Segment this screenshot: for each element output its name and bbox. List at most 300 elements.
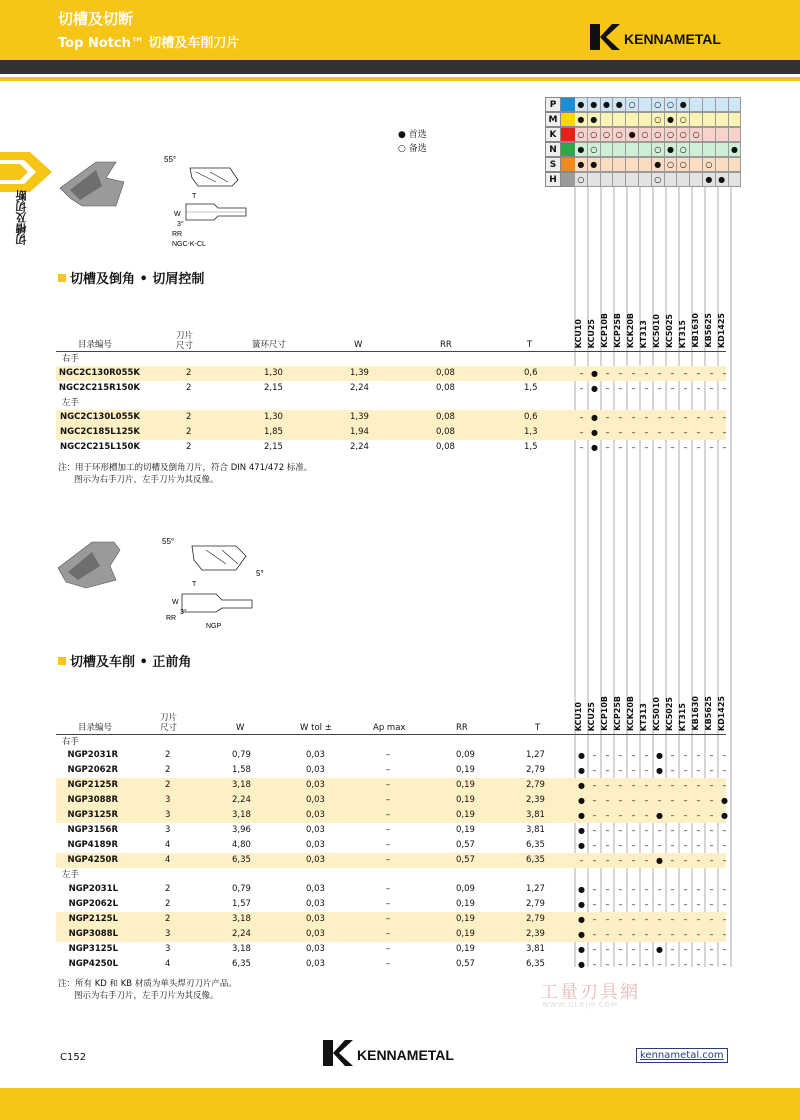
cell-rr: 0,08 <box>436 383 455 393</box>
grade-mark: – <box>618 766 623 775</box>
material-row-M <box>545 112 741 127</box>
cell-size: 2 <box>186 427 192 437</box>
material-grade-cell: ● <box>613 97 626 112</box>
cell-wtol: 0,03 <box>306 825 325 835</box>
grade-mark: – <box>592 841 597 850</box>
kennametal-logo-footer <box>323 1040 463 1070</box>
grade-name: KT315 <box>678 319 687 348</box>
grade-mark: – <box>618 826 623 835</box>
grade-mark: – <box>631 885 636 894</box>
grade-header-cell <box>677 661 690 731</box>
grade-mark: – <box>722 960 727 969</box>
grade-mark: – <box>605 915 610 924</box>
grade-mark: – <box>644 369 649 378</box>
grade-mark: – <box>605 960 610 969</box>
cell-t: 2,39 <box>526 929 545 939</box>
grade-mark: – <box>670 930 675 939</box>
cell-wtol: 0,03 <box>306 765 325 775</box>
grade-mark: – <box>605 945 610 954</box>
grade-mark: – <box>605 796 610 805</box>
cell-w: 6,35 <box>232 959 251 969</box>
cell-w: 1,94 <box>350 427 369 437</box>
grade-mark: – <box>709 930 714 939</box>
cell-size: 3 <box>165 929 171 939</box>
cell-ap: – <box>386 840 391 850</box>
material-row-S <box>545 157 741 172</box>
s2-group-left: 左手 <box>62 870 80 880</box>
grade-availability <box>575 425 731 440</box>
grade-mark: – <box>722 781 727 790</box>
cell-wtol: 0,03 <box>306 959 325 969</box>
grade-mark: – <box>683 826 688 835</box>
grade-mark: ● <box>656 945 663 954</box>
footer-band <box>0 1088 800 1120</box>
website-link[interactable]: kennametal.com <box>636 1048 728 1063</box>
s2-hdr-code: 目录编号 <box>78 723 113 733</box>
material-grade-cell <box>639 112 652 127</box>
s2-hdr-w: W <box>236 723 245 733</box>
cell-rr: 0,19 <box>456 795 475 805</box>
grade-mark: – <box>657 826 662 835</box>
grade-availability <box>575 942 731 957</box>
cell-w: 2,24 <box>350 442 369 452</box>
grade-mark: – <box>631 945 636 954</box>
material-grade-cell: ○ <box>652 127 665 142</box>
insert-drawing-ngp <box>56 530 266 630</box>
grade-mark: – <box>618 811 623 820</box>
grade-mark: – <box>605 811 610 820</box>
cell-code: NGP2125R <box>67 780 118 790</box>
grade-mark: – <box>670 915 675 924</box>
material-grade-cell: ● <box>626 127 639 142</box>
grade-mark: – <box>722 885 727 894</box>
cell-code: NGP2031R <box>67 750 118 760</box>
insert-drawing-ngc <box>56 150 256 250</box>
header-dark-stripe <box>0 60 800 74</box>
grade-mark: – <box>722 856 727 865</box>
grade-mark: – <box>722 915 727 924</box>
s2-note-1: 注：所有 KD 和 KB 材质为单头焊刃刀片产品。 <box>58 979 237 989</box>
table-row <box>56 838 726 853</box>
table-row <box>56 793 726 808</box>
grade-mark: – <box>709 369 714 378</box>
grade-mark: – <box>670 841 675 850</box>
grade-mark: – <box>683 751 688 760</box>
grade-header-cell <box>612 278 625 348</box>
cell-code: NGP3156R <box>67 825 118 835</box>
grade-mark: – <box>709 443 714 452</box>
svg-text:KENNAMETAL: KENNAMETAL <box>357 1047 454 1063</box>
grade-header-cell <box>690 278 703 348</box>
grade-mark: – <box>644 751 649 760</box>
grade-mark: – <box>670 856 675 865</box>
grade-header-cell <box>599 278 612 348</box>
grade-mark: – <box>657 443 662 452</box>
watermark-url: WWW.GLRJW.COM <box>542 1001 619 1009</box>
grade-mark: – <box>709 766 714 775</box>
grade-mark: – <box>631 428 636 437</box>
grade-mark: ● <box>591 413 598 422</box>
s2-group-right: 右手 <box>62 737 80 747</box>
cell-w: 3,18 <box>232 780 251 790</box>
grade-mark: – <box>644 885 649 894</box>
cell-rr: 0,19 <box>456 899 475 909</box>
grade-mark: – <box>683 428 688 437</box>
grade-mark: – <box>683 796 688 805</box>
drawing1-rr: RR <box>172 231 183 238</box>
grade-name: KB1630 <box>691 313 700 348</box>
cell-t: 3,81 <box>526 825 545 835</box>
cell-code: NGP2062R <box>67 765 118 775</box>
page-number: C152 <box>60 1052 87 1063</box>
grade-mark: – <box>696 781 701 790</box>
grade-availability <box>575 912 731 927</box>
material-grade-cell <box>613 142 626 157</box>
material-grade-cell: ● <box>703 172 716 187</box>
material-grade-cell: ● <box>677 97 690 112</box>
grade-name: KT315 <box>678 702 687 731</box>
table-row <box>56 440 726 455</box>
material-color-swatch <box>561 112 575 127</box>
material-grade-cell: ○ <box>703 157 716 172</box>
grade-mark: – <box>605 766 610 775</box>
material-grade-cell <box>613 112 626 127</box>
grade-mark: ● <box>591 428 598 437</box>
s1-note-1: 注：用于环形槽加工的切槽及倒角刀片，符合 DIN 471/472 标准。 <box>58 463 313 473</box>
grade-mark: – <box>605 428 610 437</box>
s2-note-2: 图示为右手刀片，左手刀片为其反像。 <box>74 991 219 1001</box>
cell-size: 2 <box>186 383 192 393</box>
grade-mark: – <box>696 885 701 894</box>
grade-mark: – <box>631 796 636 805</box>
grade-header-cell <box>716 661 729 731</box>
grade-mark: – <box>709 900 714 909</box>
grade-mark: – <box>644 930 649 939</box>
grade-mark: – <box>631 384 636 393</box>
grade-mark: – <box>631 826 636 835</box>
grade-mark: – <box>657 841 662 850</box>
grade-name: KCP10B <box>600 313 609 348</box>
grade-mark: – <box>670 960 675 969</box>
table-row <box>56 366 726 381</box>
grade-mark: – <box>696 369 701 378</box>
grade-name: KCU10 <box>574 701 583 731</box>
grade-availability <box>575 410 731 425</box>
material-grade-cell: ○ <box>652 97 665 112</box>
grade-header-cell <box>638 278 651 348</box>
grade-availability <box>575 882 731 897</box>
grade-availability <box>575 957 731 972</box>
grade-mark: – <box>579 384 584 393</box>
cell-code: NGP3088R <box>67 795 118 805</box>
cell-t: 2,79 <box>526 899 545 909</box>
grade-mark: – <box>722 945 727 954</box>
material-color-swatch <box>561 172 575 187</box>
grade-mark: – <box>683 413 688 422</box>
cell-wtol: 0,03 <box>306 840 325 850</box>
table-row <box>56 763 726 778</box>
cell-rr: 0,08 <box>436 368 455 378</box>
material-grade-cell <box>639 157 652 172</box>
material-grade-cell: ● <box>652 157 665 172</box>
grade-mark: – <box>722 369 727 378</box>
legend-alternate: ○ 备选 <box>398 144 427 154</box>
cell-ap: – <box>386 795 391 805</box>
grade-mark: ● <box>656 751 663 760</box>
cell-size: 3 <box>165 810 171 820</box>
grade-mark: ● <box>578 945 585 954</box>
grade-mark: – <box>657 369 662 378</box>
cell-rr: 0,57 <box>456 855 475 865</box>
grade-mark: – <box>670 900 675 909</box>
grade-header-cell <box>586 661 599 731</box>
cell-w: 0,79 <box>232 750 251 760</box>
grade-mark: – <box>670 811 675 820</box>
grade-mark: ● <box>656 811 663 820</box>
cell-w: 1,57 <box>232 899 251 909</box>
grade-mark: – <box>683 960 688 969</box>
grade-mark: – <box>618 900 623 909</box>
grade-mark: – <box>644 443 649 452</box>
grade-mark: – <box>644 384 649 393</box>
grade-mark: – <box>683 856 688 865</box>
grade-mark: – <box>592 796 597 805</box>
grade-availability <box>575 823 731 838</box>
cell-w: 1,58 <box>232 765 251 775</box>
s1-hdr-code: 目录编号 <box>78 340 113 350</box>
s1-hdr-size: 刀片 尺寸 <box>176 331 194 351</box>
material-grade-cell: ○ <box>677 127 690 142</box>
cell-ap: – <box>386 959 391 969</box>
material-color-swatch <box>561 127 575 142</box>
cell-t: 2,79 <box>526 780 545 790</box>
drawing2-w: W <box>172 599 179 606</box>
cell-ring: 1,85 <box>264 427 283 437</box>
cell-wtol: 0,03 <box>306 899 325 909</box>
grade-header-cell <box>573 661 586 731</box>
grade-mark: – <box>592 766 597 775</box>
cell-w: 2,24 <box>232 929 251 939</box>
s2-hdr-ap: Ap max <box>373 723 406 733</box>
grade-mark: – <box>631 413 636 422</box>
drawing2-t: T <box>192 581 197 588</box>
grade-name: KD1425 <box>717 312 726 348</box>
grade-mark: ● <box>578 751 585 760</box>
cell-ap: – <box>386 884 391 894</box>
cell-ap: – <box>386 944 391 954</box>
kennametal-logo <box>590 24 730 54</box>
cell-size: 4 <box>165 959 171 969</box>
material-grade-cell <box>690 172 703 187</box>
grade-mark: – <box>618 443 623 452</box>
grade-name: KB5625 <box>704 313 713 348</box>
grade-header-cell <box>599 661 612 731</box>
grade-mark: ● <box>656 766 663 775</box>
material-grade-cell <box>703 127 716 142</box>
s2-hdr-t: T <box>535 723 541 733</box>
drawing2-rr: RR <box>166 615 177 622</box>
material-grade-cell: ○ <box>652 112 665 127</box>
grade-mark: – <box>709 960 714 969</box>
grade-mark: – <box>657 413 662 422</box>
section-marker-icon <box>58 274 66 282</box>
cell-wtol: 0,03 <box>306 929 325 939</box>
material-grade-cell: ● <box>588 97 601 112</box>
cell-t: 2,39 <box>526 795 545 805</box>
material-grade-cell <box>626 142 639 157</box>
grade-mark: – <box>605 826 610 835</box>
grade-mark: ● <box>578 796 585 805</box>
table-row <box>56 778 726 793</box>
material-grade-cell: ● <box>665 142 678 157</box>
cell-rr: 0,19 <box>456 765 475 775</box>
grade-mark: – <box>644 960 649 969</box>
grade-mark: – <box>579 443 584 452</box>
grade-mark: – <box>696 945 701 954</box>
cell-size: 2 <box>165 899 171 909</box>
page-subtitle: Top Notch™ 切槽及车削刀片 <box>58 36 240 51</box>
drawing1-label: NGC-K-CL <box>172 241 206 248</box>
grade-mark: – <box>722 841 727 850</box>
grade-header-cell <box>625 661 638 731</box>
cell-w: 6,35 <box>232 855 251 865</box>
cell-size: 2 <box>186 368 192 378</box>
grade-mark: – <box>631 766 636 775</box>
table-row <box>56 853 726 868</box>
material-matrix <box>545 97 741 187</box>
grade-mark: – <box>709 413 714 422</box>
cell-code: NGC2C130L055K <box>60 412 140 422</box>
material-grade-cell: ● <box>575 142 588 157</box>
cell-size: 2 <box>165 750 171 760</box>
grade-mark: – <box>670 369 675 378</box>
grade-mark: – <box>618 856 623 865</box>
material-grade-cell <box>639 97 652 112</box>
material-grade-cell: ● <box>588 157 601 172</box>
cell-rr: 0,19 <box>456 929 475 939</box>
material-row-P <box>545 97 741 112</box>
grade-mark: – <box>605 781 610 790</box>
grade-mark: – <box>696 960 701 969</box>
grade-mark: – <box>644 856 649 865</box>
grade-mark: – <box>696 930 701 939</box>
cell-size: 2 <box>186 442 192 452</box>
grade-mark: – <box>644 796 649 805</box>
material-grade-cell: ○ <box>588 127 601 142</box>
grade-mark: – <box>618 384 623 393</box>
material-grade-cell <box>639 172 652 187</box>
grade-mark: – <box>592 811 597 820</box>
grade-name: KCU10 <box>574 318 583 348</box>
grade-name: KC5010 <box>652 314 661 348</box>
grade-mark: – <box>683 885 688 894</box>
grade-mark: ● <box>578 900 585 909</box>
grade-name: KCP10B <box>600 696 609 731</box>
grade-mark: – <box>605 900 610 909</box>
grade-header-cell <box>651 661 664 731</box>
grade-mark: – <box>683 915 688 924</box>
grade-mark: ● <box>578 915 585 924</box>
grade-mark: – <box>592 751 597 760</box>
material-color-swatch <box>561 157 575 172</box>
cell-w: 1,39 <box>350 412 369 422</box>
cell-t: 2,79 <box>526 914 545 924</box>
grade-mark: – <box>709 796 714 805</box>
material-grade-cell <box>703 97 716 112</box>
material-grade-cell: ○ <box>575 127 588 142</box>
material-row-H <box>545 172 741 187</box>
material-letter: M <box>545 112 561 127</box>
material-grade-cell <box>601 172 614 187</box>
grade-mark: – <box>644 915 649 924</box>
cell-wtol: 0,03 <box>306 750 325 760</box>
grade-mark: – <box>631 960 636 969</box>
s2-hdr-size: 刀片 尺寸 <box>160 713 178 733</box>
material-grade-cell: ○ <box>626 97 639 112</box>
material-grade-cell <box>613 172 626 187</box>
cell-w: 3,18 <box>232 914 251 924</box>
cell-ap: – <box>386 899 391 909</box>
grade-mark: – <box>657 900 662 909</box>
grade-availability <box>575 927 731 942</box>
cell-w: 3,96 <box>232 825 251 835</box>
grade-mark: ● <box>578 781 585 790</box>
grade-mark: – <box>644 781 649 790</box>
cell-w: 2,24 <box>350 383 369 393</box>
grade-mark: – <box>683 930 688 939</box>
drawing1-t: T <box>192 193 197 200</box>
grade-mark: – <box>670 751 675 760</box>
grade-mark: – <box>696 826 701 835</box>
grade-mark: – <box>592 826 597 835</box>
grade-mark: – <box>579 428 584 437</box>
cell-ap: – <box>386 810 391 820</box>
grade-mark: – <box>709 826 714 835</box>
grade-mark: – <box>618 945 623 954</box>
grade-mark: – <box>657 885 662 894</box>
grade-mark: – <box>618 428 623 437</box>
grade-mark: – <box>618 930 623 939</box>
grade-mark: ● <box>591 384 598 393</box>
grade-mark: – <box>683 811 688 820</box>
material-grade-cell <box>601 112 614 127</box>
material-grade-cell: ● <box>665 112 678 127</box>
grade-header-cell <box>625 278 638 348</box>
grade-name: KCK20B <box>626 695 635 731</box>
grade-availability <box>575 793 731 808</box>
grade-header-cell <box>586 278 599 348</box>
grade-mark: – <box>696 428 701 437</box>
cell-t: 1,27 <box>526 750 545 760</box>
grade-name: KC5010 <box>652 697 661 731</box>
cell-ring: 2,15 <box>264 442 283 452</box>
grade-name: KCU25 <box>587 318 596 348</box>
grade-mark: – <box>631 751 636 760</box>
cell-t: 0,6 <box>524 368 538 378</box>
drawing2-angle: 55° <box>162 537 175 546</box>
grade-mark: – <box>709 811 714 820</box>
material-grade-cell: ○ <box>677 112 690 127</box>
grade-mark: – <box>644 428 649 437</box>
side-tab-label: 切槽及切断 <box>15 190 28 245</box>
cell-code: NGP3125R <box>67 810 118 820</box>
material-grade-cell <box>729 172 742 187</box>
material-grade-cell: ● <box>601 97 614 112</box>
grade-mark: – <box>722 384 727 393</box>
material-grade-cell: ○ <box>613 127 626 142</box>
grade-name: KT313 <box>639 319 648 348</box>
grade-mark: – <box>696 766 701 775</box>
